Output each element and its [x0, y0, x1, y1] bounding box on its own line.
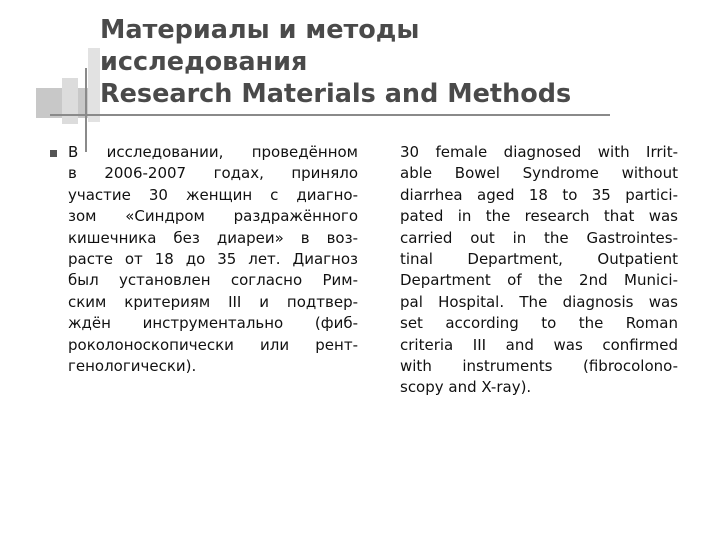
text-line: tinal Department, Outpatient	[400, 250, 678, 269]
decorative-square-small	[62, 78, 78, 124]
text-line: был установлен согласно Рим-	[68, 271, 358, 290]
text-line: set according to the Roman	[400, 314, 678, 333]
text-line: кишечника без диареи» в воз-	[68, 228, 358, 247]
text-line: scopy and X-ray).	[400, 378, 532, 397]
text-line: able Bowel Syndrome without	[400, 164, 678, 183]
decorative-vertical-line	[85, 68, 87, 152]
text-line: criteria III and was confirmed	[400, 335, 678, 354]
title-line-ru-2: исследования	[100, 47, 308, 77]
russian-text-column	[68, 142, 358, 377]
decorative-square-tall	[88, 48, 100, 122]
text-line: расте от 18 до 35 лет. Диагноз	[68, 250, 358, 269]
text-line: carried out in the Gastrointes-	[400, 228, 678, 247]
text-line: Department of the 2nd Munici-	[400, 271, 678, 290]
english-text-column	[400, 142, 678, 399]
text-line: pated in the research that was	[400, 207, 678, 226]
text-line: diarrhea aged 18 to 35 partici-	[400, 185, 678, 204]
title-underline	[50, 114, 610, 116]
text-line: участие 30 женщин с диагно-	[68, 185, 358, 204]
slide-title	[100, 14, 700, 110]
text-line: зом «Синдром раздражённого	[68, 207, 358, 226]
title-line-ru-1: Материалы и методы	[100, 15, 420, 45]
title-line-en: Research Materials and Methods	[100, 79, 572, 109]
bullet-square-icon	[50, 150, 57, 157]
text-line: ским критериям III и подтвер-	[68, 292, 358, 311]
text-line: в 2006-2007 годах, приняло	[68, 164, 358, 183]
text-line: 30 female diagnosed with Irrit-	[400, 143, 678, 161]
text-line: роколоноскопически или рент-	[68, 335, 358, 354]
text-line: pal Hospital. The diagnosis was	[400, 292, 678, 311]
text-line: with instruments (fibrocolono-	[400, 357, 678, 376]
text-line: В исследовании, проведённом	[68, 143, 358, 161]
text-line: генологически).	[68, 357, 197, 376]
text-line: ждён инструментально (фиб-	[68, 314, 358, 333]
